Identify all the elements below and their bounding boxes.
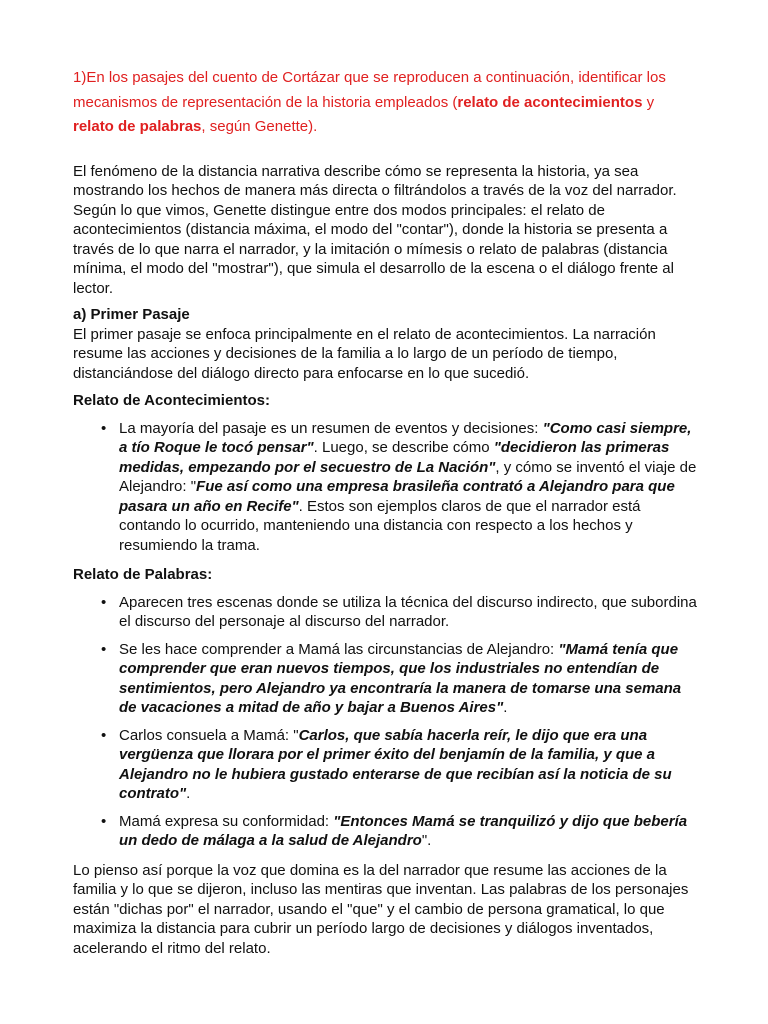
conclusion-paragraph: Lo pienso así porque la voz que domina es la del narrador que resume las acciones de la familia y lo que se dijeron, incluso las mentiras que inventan. Las palabras de los personajes están "dichas por" el narrador, usando el "que" y el cambio de persona gramatical, lo que maximiza la distancia para cubrir un período largo de decisiones y diálogos inventados, acelerando el ritmo del relato.	[73, 861, 689, 957]
question-suffix: , según Genette).	[201, 118, 318, 135]
intro-paragraph: El fenómeno de la distancia narrativa describe cómo se representa la historia, ya sea mostrando los hechos de manera más directa o filtrándolos a través de la voz del narrador. Según lo que vimos, Genette distingue entre dos modos principales: el relato de acontecimientos (distancia máxima, el modo del "contar"), donde la historia se presenta a través de lo que narra el narrador, y la imitación o mímesis o relato de palabras (distancia mínima, el modo del "mostrar"), que simula el desarrollo de la escena o el diálogo frente al lector.	[73, 162, 677, 297]
item-text: ".	[421, 832, 432, 849]
section-a-title: a) Primer Pasaje	[73, 306, 190, 323]
question-heading	[73, 66, 698, 140]
item-text: Mamá expresa su conformidad:	[119, 812, 334, 830]
term-relato-palabras: relato de palabras	[73, 118, 202, 135]
item-text: .	[186, 785, 191, 802]
quote: "Mamá tenía que comprender que eran nuevos tiempos, que los industriales no entendían de sentimientos, pero Alejandro ya encontraría la manera de tomarse una semana de vacaciones a mitad de año y bajar a Buenos Aires"	[119, 640, 682, 716]
item-text: Carlos consuela a Mamá: "	[119, 726, 299, 744]
list-item	[119, 812, 698, 851]
item-text: . Luego, se describe cómo	[313, 439, 494, 456]
quote: "decidieron las primeras medidas, empezando por el secuestro de La Nación"	[119, 439, 670, 476]
list-item: • Aparecen tres escenas donde se utiliza la técnica del discurso indirecto, que subordina el discurso del personaje al discurso del narrador.	[119, 593, 698, 632]
acontecimientos-list	[73, 419, 698, 556]
term-relato-acontecimientos: relato de acontecimientos	[457, 93, 643, 111]
item-text: . Estos son ejemplos claros de que el narrador está contando lo ocurrido, manteniendo una distancia con respecto a los hechos y resumiendo la trama.	[119, 497, 641, 554]
acontecimientos-title: Relato de Acontecimientos:	[73, 392, 270, 409]
item-text: , y cómo se inventó el viaje de Alejandro: "	[119, 458, 697, 495]
quote: "Como casi siempre, a tío Roque le tocó pensar"	[119, 419, 692, 456]
palabras-title: Relato de Palabras:	[73, 566, 213, 583]
quote: "Entonces Mamá se tranquilizó y dijo que bebería un dedo de málaga a la salud de Alejandro	[119, 812, 688, 849]
list-item	[119, 640, 698, 718]
list-item	[119, 726, 698, 804]
item-text: Se les hace comprender a Mamá las circunstancias de Alejandro:	[119, 640, 559, 658]
palabras-list	[73, 593, 698, 851]
item-text: La mayoría del pasaje es un resumen de eventos y decisiones:	[119, 419, 543, 437]
section-a-body: El primer pasaje se enfoca principalmente en el relato de acontecimientos. La narración resume las acciones y decisiones de la familia a lo largo de un período de tiempo, distanciándose del diálogo directo para enfocarse en lo que sucedió.	[73, 325, 656, 382]
question-prefix: 1)En los pasajes del cuento de Cortázar que se reproducen a continuación, identificar los mecanismos de representación de la historia empleados (	[73, 69, 666, 111]
question-mid: y	[642, 93, 655, 111]
item-text: .	[503, 699, 508, 716]
list-item	[119, 419, 698, 556]
quote: Carlos, que sabía hacerla reír, le dijo que era una vergüenza que llorara por el primer éxito del benjamín de la familia, y que a Alejandro no le hubiera gustado enterarse de que recibían así la noticia de su contrato"	[119, 726, 672, 802]
quote: Fue así como una empresa brasileña contrató a Alejandro para que pasara un año en Recife"	[119, 478, 675, 515]
